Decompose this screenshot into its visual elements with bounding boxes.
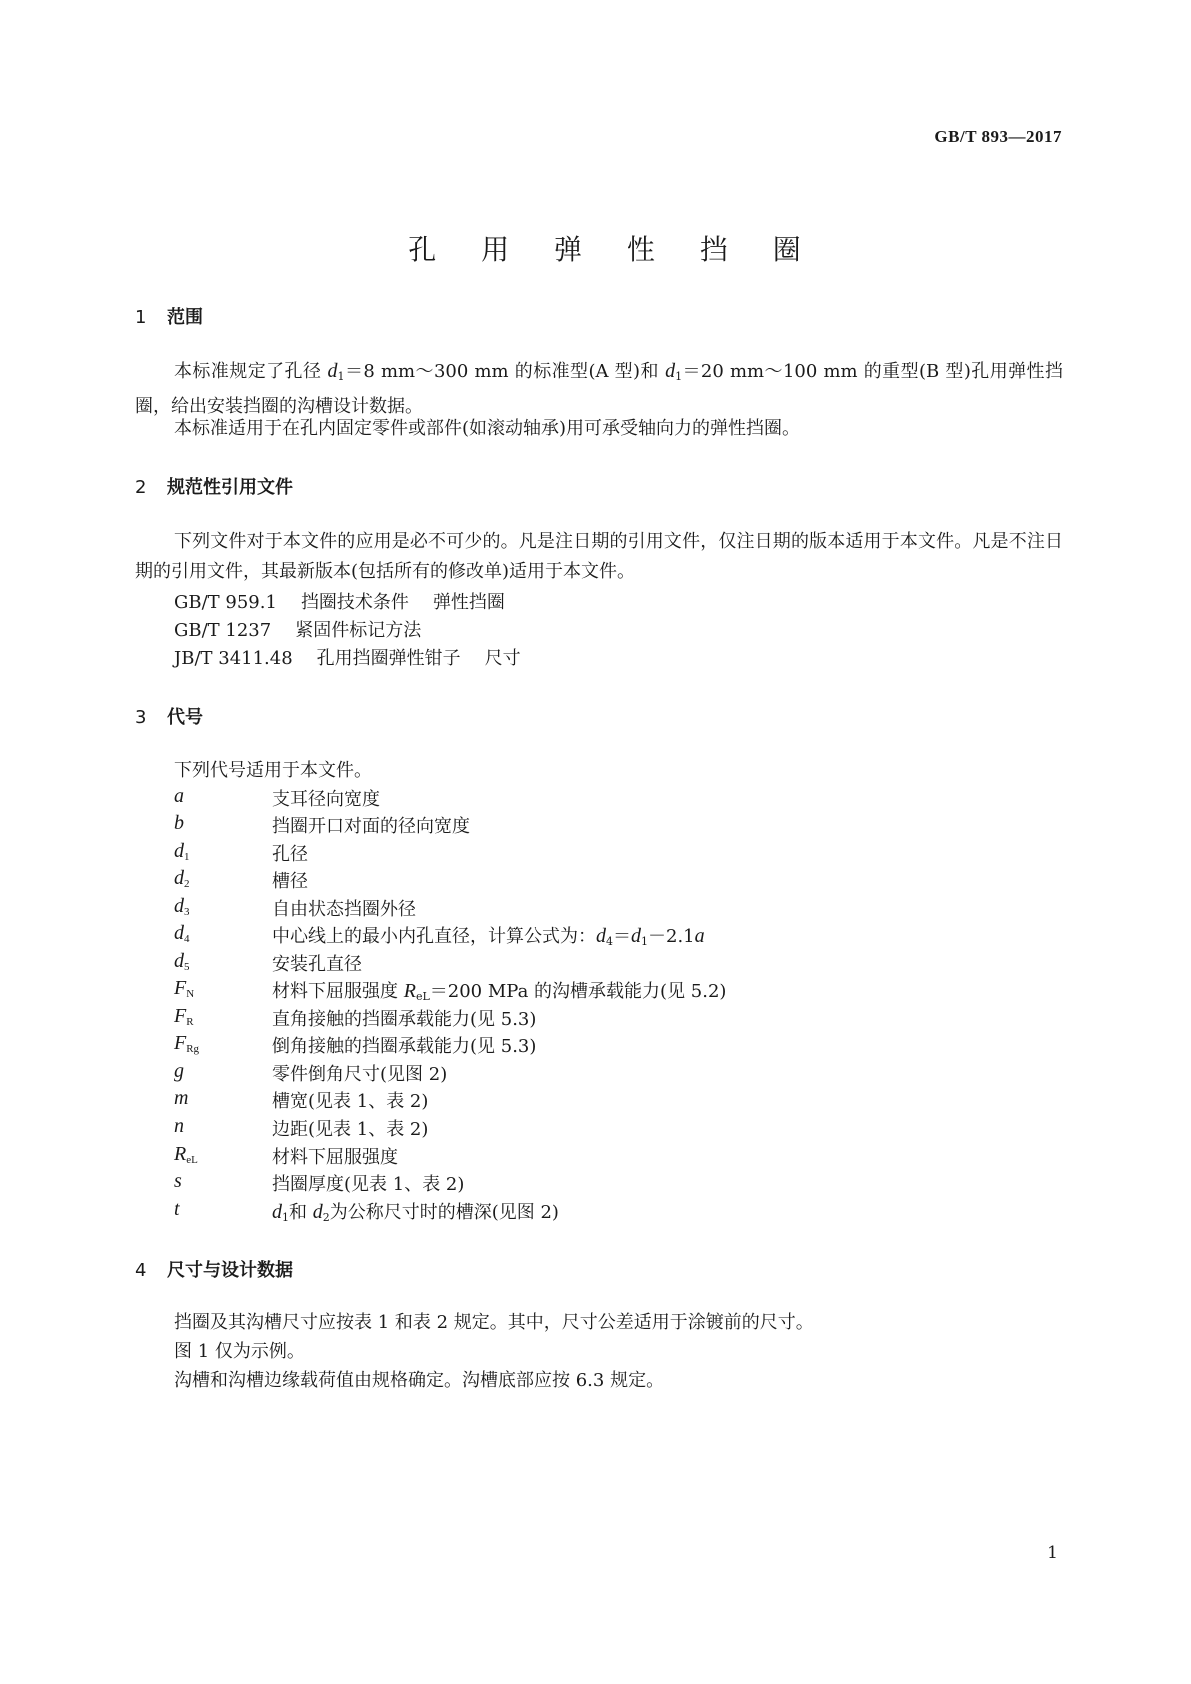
section-4-line-1: 挡圈及其沟槽尺寸应按表 1 和表 2 规定。其中，尺寸公差适用于涂镀前的尺寸。	[174, 1312, 814, 1333]
symbol: $d_1$	[174, 840, 190, 863]
section-4-line-3: 沟槽和沟槽边缘载荷值由规格确定。沟槽底部应按 6.3 规定。	[174, 1370, 665, 1391]
section-1-heading	[135, 303, 203, 329]
symbol-definition: 材料下屈服强度 $R_{eL}=200$ MPa 的沟槽承载能力(见 5.2)	[272, 980, 727, 1003]
subscript: 1	[675, 370, 683, 383]
section-number: 2	[135, 477, 147, 498]
symbol: m	[174, 1087, 189, 1109]
reference-item	[174, 616, 421, 642]
symbol-definition: 边距(见表 1、表 2)	[272, 1119, 429, 1140]
symbol-definition: 挡圈厚度(见表 1、表 2)	[272, 1174, 465, 1195]
symbol: $d_3$	[174, 895, 190, 918]
symbol: $d_5$	[174, 950, 190, 973]
section-number: 1	[135, 307, 147, 328]
symbol: $F_R$	[174, 1005, 194, 1028]
symbol-definition: 支耳径向宽度	[272, 789, 380, 810]
standard-code: GB/T 893—2017	[934, 127, 1062, 146]
symbol-definition: 槽径	[272, 871, 308, 892]
text: 本标准规定了孔径	[174, 361, 328, 382]
symbol-definition: 挡圈开口对面的径向宽度	[272, 816, 470, 837]
reference-id: GB/T 959.1	[174, 592, 277, 613]
reference-title: 紧固件标记方法	[295, 620, 422, 641]
symbol: s	[174, 1170, 182, 1192]
section-2-paragraph: 下列文件对于本文件的应用是必不可少的。凡是注日期的引用文件，仅注日期的版本适用于本文件。凡是不注日期的引用文件，其最新版本(包括所有的修改单)适用于本文件。	[135, 531, 1063, 582]
symbol-definition: 安装孔直径	[272, 954, 362, 975]
symbol: $F_{Rg}$	[174, 1032, 200, 1055]
reference-title: 孔用挡圈弹性钳子	[316, 648, 461, 669]
section-2-heading	[135, 473, 293, 499]
section-4-heading	[135, 1256, 293, 1282]
section-number: 3	[135, 707, 147, 728]
symbol: t	[174, 1198, 180, 1220]
reference-subtitle: 尺寸	[484, 648, 521, 669]
reference-id: GB/T 1237	[174, 620, 272, 641]
symbol-definition: 自由状态挡圈外径	[272, 899, 416, 920]
symbol: $F_N$	[174, 977, 195, 1000]
section-number: 4	[135, 1260, 147, 1281]
symbol-definition: 直角接触的挡圈承载能力(见 5.3)	[272, 1009, 537, 1030]
reference-item	[174, 644, 521, 670]
section-4-line-2: 图 1 仅为示例。	[174, 1341, 305, 1362]
symbol-definition: 中心线上的最小内孔直径，计算公式为：$d_4=d_1-2.1a$	[272, 925, 705, 948]
section-title: 代号	[167, 707, 203, 728]
symbol-definition: 材料下屈服强度	[272, 1147, 398, 1168]
reference-subtitle: 弹性挡圈	[432, 592, 505, 613]
symbol-definition: $d_1$和 $d_2$为公称尺寸时的槽深(见图 2)	[272, 1201, 559, 1224]
section-title: 规范性引用文件	[167, 477, 293, 498]
section-1-paragraph-2: 本标准适用于在孔内固定零件或部件(如滚动轴承)用可承受轴向力的弹性挡圈。	[174, 418, 801, 439]
symbol: $d_2$	[174, 867, 190, 890]
reference-id: JB/T 3411.48	[174, 648, 293, 669]
subscript: 1	[337, 370, 345, 383]
section-3-heading	[135, 703, 203, 729]
symbol-definition: 倒角接触的挡圈承载能力(见 5.3)	[272, 1036, 537, 1057]
section-title: 范围	[167, 307, 203, 328]
symbol: b	[174, 812, 184, 834]
symbol-definition: 孔径	[272, 844, 308, 865]
text: ＝20 mm～100 mm 的重型(B 型)孔用弹性挡圈，给出安装挡圈的沟槽设计数据。	[135, 361, 1063, 417]
reference-item	[174, 588, 505, 614]
symbol: d	[665, 360, 676, 382]
symbol-definition: 槽宽(见表 1、表 2)	[272, 1091, 429, 1112]
symbol: a	[174, 785, 184, 807]
text: ＝8 mm～300 mm 的标准型(A 型)和	[344, 361, 666, 382]
symbol: $d_4$	[174, 922, 190, 945]
symbol: g	[174, 1060, 184, 1082]
section-1-paragraph-1	[135, 356, 1063, 422]
page-number: 1	[1047, 1543, 1058, 1563]
document-title: 孔 用 弹 性 挡 圈	[408, 233, 819, 266]
symbol-definition: 零件倒角尺寸(见图 2)	[272, 1064, 448, 1085]
symbol: n	[174, 1115, 184, 1137]
section-3-intro: 下列代号适用于本文件。	[174, 760, 372, 781]
reference-title: 挡圈技术条件	[300, 592, 409, 613]
section-title: 尺寸与设计数据	[167, 1260, 293, 1281]
symbol: d	[327, 360, 338, 382]
symbol: $R_{eL}$	[174, 1143, 198, 1166]
